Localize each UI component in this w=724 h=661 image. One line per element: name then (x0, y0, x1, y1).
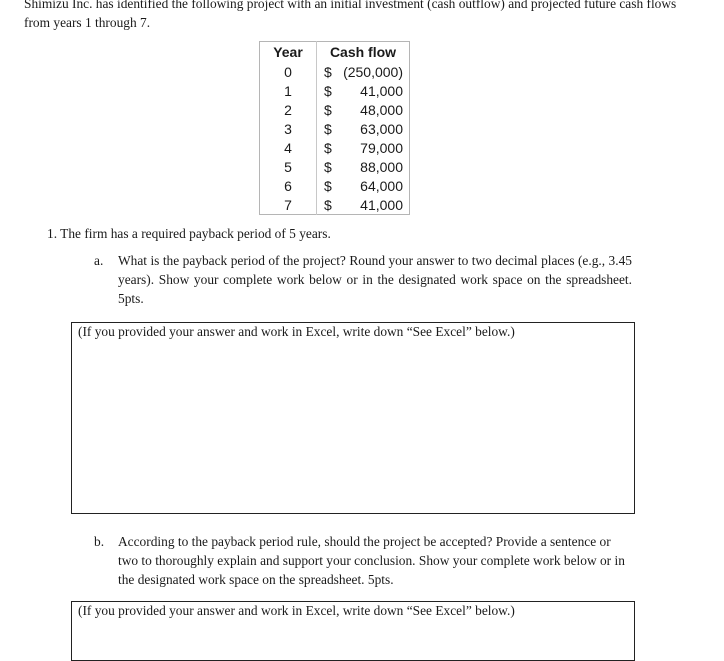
currency-sign: $ (324, 158, 332, 175)
cash-flow-amount: 41,000 (360, 82, 403, 99)
part-a-box-hint: (If you provided your answer and work in Excel, write down “See Excel” below.) (78, 324, 515, 339)
intro-paragraph: Shimizu Inc. has identified the following project with an initial investment (cash outflow) and projected future cash flows from years 1 through 7. (24, 0, 677, 30)
table-row (260, 195, 410, 215)
currency-sign: $ (324, 101, 332, 118)
part-b-answer-box[interactable] (71, 601, 635, 661)
currency-sign: $ (324, 139, 332, 156)
cash-flow-cell (317, 100, 410, 119)
currency-sign: $ (324, 63, 332, 80)
year-cell: 1 (260, 81, 317, 100)
currency-sign: $ (324, 82, 332, 99)
table-row (260, 157, 410, 176)
table-row (260, 81, 410, 100)
currency-sign: $ (324, 196, 332, 213)
part-a-answer-box[interactable] (71, 322, 635, 514)
part-a-marker: a. (94, 253, 104, 268)
cash-flow-amount: 63,000 (360, 120, 403, 137)
cash-flow-cell (317, 81, 410, 100)
year-header: Year (260, 42, 317, 63)
year-cell: 5 (260, 157, 317, 176)
table-row (260, 100, 410, 119)
table-row (260, 62, 410, 81)
cash-flow-amount: 79,000 (360, 139, 403, 156)
year-cell: 2 (260, 100, 317, 119)
cash-flow-amount: 48,000 (360, 101, 403, 118)
table-row (260, 176, 410, 195)
cash-flow-amount: 41,000 (360, 196, 403, 213)
cash-flow-amount: (250,000) (343, 63, 403, 80)
year-cell: 0 (260, 62, 317, 81)
question-1: 1. The firm has a required payback period of 5 years. (47, 226, 331, 241)
table-body (260, 62, 410, 215)
currency-sign: $ (324, 177, 332, 194)
part-b-text: According to the payback period rule, should the project be accepted? Provide a sentence or two to thoroughly explain and support your conclusion. Show your complete work below or in the designated work space on the spreadsheet. 5pts. (118, 534, 625, 587)
table-row (260, 138, 410, 157)
currency-sign: $ (324, 120, 332, 137)
cash-flow-amount: 64,000 (360, 177, 403, 194)
cash-flow-amount: 88,000 (360, 158, 403, 175)
part-b-box-hint: (If you provided your answer and work in Excel, write down “See Excel” below.) (78, 603, 515, 618)
year-cell: 3 (260, 119, 317, 138)
cash-flow-cell (317, 138, 410, 157)
table-header-row (260, 42, 410, 63)
cash-flow-cell (317, 195, 410, 215)
cash-flow-header: Cash flow (329, 44, 397, 60)
year-cell: 4 (260, 138, 317, 157)
cash-flow-table (259, 41, 410, 215)
year-cell: 6 (260, 176, 317, 195)
part-a-text: What is the payback period of the project? Round your answer to two decimal places (e.g., 3.45 years). Show your complete work below or in the designated work space on the spreadsheet. 5pts. (118, 253, 632, 306)
cash-flow-cell (317, 157, 410, 176)
table-row (260, 119, 410, 138)
year-cell: 7 (260, 195, 317, 215)
part-b-marker: b. (94, 534, 105, 549)
cash-flow-cell (317, 119, 410, 138)
cash-flow-cell (317, 176, 410, 195)
cash-flow-cell (317, 62, 410, 81)
